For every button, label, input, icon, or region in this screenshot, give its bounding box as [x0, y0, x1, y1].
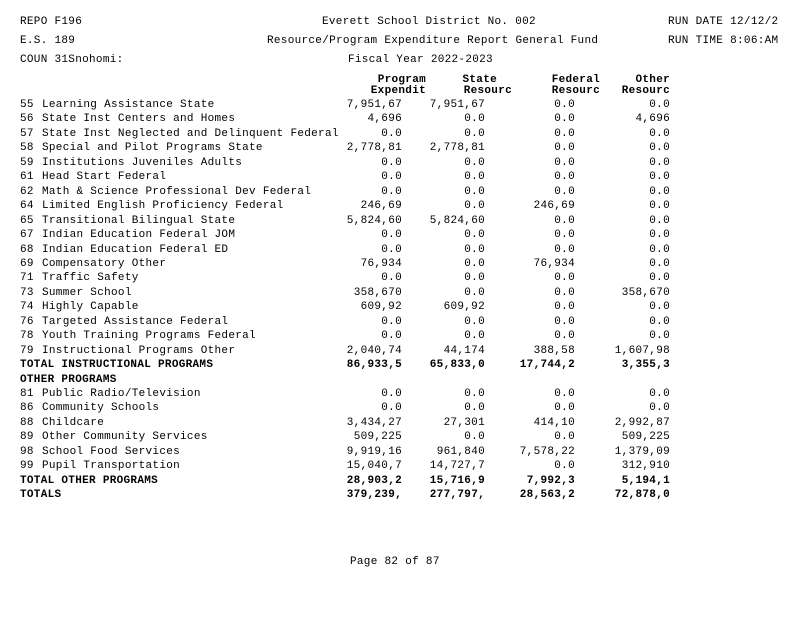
table-row: [0, 388, 800, 402]
row-label: TOTAL INSTRUCTIONAL PROGRAMS: [20, 359, 214, 372]
other-resource-cell: 0.0: [649, 272, 670, 285]
total-row: [0, 489, 800, 503]
state-resource-cell: 0.0: [464, 402, 485, 415]
table-row: [0, 258, 800, 272]
state-resource-cell: 0.0: [464, 286, 485, 299]
other-resource-cell: 0.0: [649, 257, 670, 270]
state-resource-cell: 0.0: [464, 315, 485, 328]
col-header-federal-2: Resourc: [551, 85, 600, 97]
state-resource-cell: 5,824,60: [429, 214, 485, 227]
program-expenditure-cell: 28,903,2: [346, 474, 402, 487]
table-row: [0, 99, 800, 113]
state-resource-cell: 0.0: [464, 243, 485, 256]
table-row: [0, 431, 800, 445]
other-resource-cell: 0.0: [649, 142, 670, 155]
row-label: Math & Science Professional Dev Federal: [42, 185, 312, 198]
program-expenditure-cell: 0.0: [381, 185, 402, 198]
other-resource-cell: 0.0: [649, 185, 670, 198]
row-label: OTHER PROGRAMS: [20, 373, 117, 386]
state-resource-cell: 0.0: [464, 185, 485, 198]
program-expenditure-cell: 9,919,16: [346, 445, 402, 458]
state-resource-cell: 0.0: [464, 257, 485, 270]
federal-resource-cell: 7,578,22: [519, 445, 575, 458]
program-expenditure-cell: 0.0: [381, 156, 402, 169]
table-row: [0, 113, 800, 127]
row-label: Institutions Juveniles Adults: [42, 156, 243, 169]
row-code: 98: [20, 445, 34, 458]
other-resource-cell: 358,670: [621, 286, 670, 299]
state-resource-cell: 609,92: [443, 301, 485, 314]
county-label: COUN 31Snohomi:: [20, 54, 124, 66]
row-label: Instructional Programs Other: [42, 344, 236, 357]
program-expenditure-cell: 0.0: [381, 272, 402, 285]
row-label: TOTALS: [20, 489, 62, 502]
other-resource-cell: 0.0: [649, 214, 670, 227]
federal-resource-cell: 0.0: [554, 113, 575, 126]
state-resource-cell: 0.0: [464, 200, 485, 213]
row-label: Head Start Federal: [42, 171, 167, 184]
federal-resource-cell: 76,934: [533, 257, 575, 270]
row-label: School Food Services: [42, 445, 181, 458]
row-code: 68: [20, 243, 34, 256]
row-label: Transitional Bilingual State: [42, 214, 236, 227]
federal-resource-cell: 0.0: [554, 431, 575, 444]
row-code: 86: [20, 402, 34, 415]
other-resource-cell: 0.0: [649, 330, 670, 343]
program-expenditure-cell: 0.0: [381, 330, 402, 343]
program-expenditure-cell: 0.0: [381, 171, 402, 184]
row-label: Targeted Assistance Federal: [42, 315, 229, 328]
state-resource-cell: 277,797,: [429, 489, 485, 502]
table-row: [0, 229, 800, 243]
state-resource-cell: 0.0: [464, 156, 485, 169]
row-code: 64: [20, 200, 34, 213]
federal-resource-cell: 0.0: [554, 99, 575, 111]
federal-resource-cell: 0.0: [554, 315, 575, 328]
federal-resource-cell: 0.0: [554, 185, 575, 198]
program-expenditure-cell: 2,778,81: [346, 142, 402, 155]
run-date: RUN DATE 12/12/2: [668, 16, 779, 28]
other-resource-cell: 0.0: [649, 200, 670, 213]
program-expenditure-cell: 609,92: [360, 301, 402, 314]
table-row: [0, 417, 800, 431]
other-resource-cell: 0.0: [649, 127, 670, 140]
federal-resource-cell: 28,563,2: [519, 489, 575, 502]
row-label: Highly Capable: [42, 301, 139, 314]
row-label: Summer School: [42, 286, 132, 299]
federal-resource-cell: 0.0: [554, 402, 575, 415]
row-label: Traffic Safety: [42, 272, 139, 285]
row-code: 74: [20, 301, 34, 314]
state-resource-cell: 0.0: [464, 388, 485, 400]
other-resource-cell: 0.0: [649, 315, 670, 328]
program-expenditure-cell: 15,040,7: [346, 460, 402, 473]
row-code: 81: [20, 388, 34, 400]
table-row: [0, 272, 800, 286]
program-expenditure-cell: 3,434,27: [346, 416, 402, 429]
other-resource-cell: 312,910: [621, 460, 670, 473]
row-code: 57: [20, 127, 34, 140]
table-row: [0, 128, 800, 142]
other-resource-cell: 3,355,3: [621, 359, 670, 372]
federal-resource-cell: 388,58: [533, 344, 575, 357]
program-expenditure-cell: 0.0: [381, 243, 402, 256]
row-code: 78: [20, 330, 34, 343]
program-expenditure-cell: 76,934: [360, 257, 402, 270]
row-label: State Inst Centers and Homes: [42, 113, 236, 126]
row-label: Youth Training Programs Federal: [42, 330, 256, 343]
total-row: [0, 374, 800, 388]
table-row: [0, 287, 800, 301]
row-code: 55: [20, 99, 34, 111]
table-row: [0, 244, 800, 258]
row-label: TOTAL OTHER PROGRAMS: [20, 474, 159, 487]
col-header-state-2: Resourc: [463, 85, 512, 97]
row-code: 62: [20, 185, 34, 198]
report-id: REPO F196: [20, 16, 83, 28]
program-expenditure-cell: 0.0: [381, 402, 402, 415]
program-expenditure-cell: 2,040,74: [346, 344, 402, 357]
col-header-federal-1: Federal: [551, 74, 600, 86]
federal-resource-cell: 0.0: [554, 243, 575, 256]
row-code: 79: [20, 344, 34, 357]
row-label: Limited English Proficiency Federal: [42, 200, 284, 213]
program-expenditure-cell: 0.0: [381, 315, 402, 328]
row-label: Indian Education Federal JOM: [42, 229, 236, 242]
table-row: [0, 446, 800, 460]
table-row: [0, 316, 800, 330]
row-label: Pupil Transportation: [42, 460, 181, 473]
federal-resource-cell: 0.0: [554, 272, 575, 285]
row-code: 88: [20, 416, 34, 429]
row-code: 71: [20, 272, 34, 285]
state-resource-cell: 0.0: [464, 171, 485, 184]
other-resource-cell: 0.0: [649, 99, 670, 111]
state-resource-cell: 14,727,7: [429, 460, 485, 473]
other-resource-cell: 509,225: [621, 431, 670, 444]
federal-resource-cell: 0.0: [554, 330, 575, 343]
other-resource-cell: 4,696: [635, 113, 670, 126]
table-row: [0, 186, 800, 200]
col-header-other-2: Resourc: [621, 85, 670, 97]
row-code: 56: [20, 113, 34, 126]
other-resource-cell: 5,194,1: [621, 474, 670, 487]
federal-resource-cell: 0.0: [554, 229, 575, 242]
col-header-state-1: State: [462, 74, 497, 86]
row-label: Public Radio/Television: [42, 388, 201, 400]
district-title: Everett School District No. 002: [322, 16, 536, 28]
state-resource-cell: 27,301: [443, 416, 485, 429]
table-row: [0, 142, 800, 156]
federal-resource-cell: 0.0: [554, 460, 575, 473]
table-row: [0, 215, 800, 229]
state-resource-cell: 0.0: [464, 272, 485, 285]
state-resource-cell: 961,840: [436, 445, 485, 458]
program-expenditure-cell: 379,239,: [346, 489, 402, 502]
state-resource-cell: 0.0: [464, 127, 485, 140]
other-resource-cell: 0.0: [649, 171, 670, 184]
program-expenditure-cell: 0.0: [381, 127, 402, 140]
federal-resource-cell: 0.0: [554, 286, 575, 299]
col-header-program-1: Program: [377, 74, 426, 86]
row-code: 58: [20, 142, 34, 155]
other-resource-cell: 0.0: [649, 229, 670, 242]
other-resource-cell: 1,379,09: [614, 445, 670, 458]
row-code: 76: [20, 315, 34, 328]
row-code: 99: [20, 460, 34, 473]
program-expenditure-cell: 86,933,5: [346, 359, 402, 372]
row-code: 61: [20, 171, 34, 184]
program-expenditure-cell: 509,225: [353, 431, 402, 444]
other-resource-cell: 0.0: [649, 402, 670, 415]
federal-resource-cell: 7,992,3: [526, 474, 575, 487]
table-row: [0, 330, 800, 344]
program-expenditure-cell: 0.0: [381, 229, 402, 242]
state-resource-cell: 44,174: [443, 344, 485, 357]
row-code: 67: [20, 229, 34, 242]
table-row: [0, 301, 800, 315]
row-code: 65: [20, 214, 34, 227]
federal-resource-cell: 246,69: [533, 200, 575, 213]
program-expenditure-cell: 246,69: [360, 200, 402, 213]
table-row: [0, 402, 800, 416]
row-code: 73: [20, 286, 34, 299]
row-label: State Inst Neglected and Delinquent Federal: [42, 127, 339, 140]
federal-resource-cell: 0.0: [554, 142, 575, 155]
other-resource-cell: 0.0: [649, 156, 670, 169]
other-resource-cell: 72,878,0: [614, 489, 670, 502]
col-header-program-2: Expendit: [370, 85, 426, 97]
col-header-other-1: Other: [635, 74, 670, 86]
row-label: Special and Pilot Programs State: [42, 142, 263, 155]
row-code: 89: [20, 431, 34, 444]
program-expenditure-cell: 358,670: [353, 286, 402, 299]
row-label: Other Community Services: [42, 431, 208, 444]
page-number: Page 82 of 87: [350, 556, 440, 568]
table-row: [0, 460, 800, 474]
total-row: [0, 475, 800, 489]
federal-resource-cell: 0.0: [554, 171, 575, 184]
other-resource-cell: 0.0: [649, 301, 670, 314]
other-resource-cell: 2,992,87: [614, 416, 670, 429]
state-resource-cell: 0.0: [464, 431, 485, 444]
federal-resource-cell: 0.0: [554, 388, 575, 400]
program-expenditure-cell: 7,951,67: [346, 99, 402, 111]
state-resource-cell: 7,951,67: [429, 99, 485, 111]
state-resource-cell: 0.0: [464, 229, 485, 242]
report-title: Resource/Program Expenditure Report General Fund: [267, 35, 599, 47]
state-resource-cell: 65,833,0: [429, 359, 485, 372]
program-expenditure-cell: 4,696: [367, 113, 402, 126]
other-resource-cell: 0.0: [649, 243, 670, 256]
program-expenditure-cell: 0.0: [381, 388, 402, 400]
state-resource-cell: 0.0: [464, 330, 485, 343]
row-label: Childcare: [42, 416, 105, 429]
table-row: [0, 345, 800, 359]
federal-resource-cell: 0.0: [554, 156, 575, 169]
es-number: E.S. 189: [20, 35, 76, 47]
federal-resource-cell: 17,744,2: [519, 359, 575, 372]
row-code: 69: [20, 257, 34, 270]
row-label: Compensatory Other: [42, 257, 167, 270]
row-label: Community Schools: [42, 402, 160, 415]
table-row: [0, 200, 800, 214]
row-label: Indian Education Federal ED: [42, 243, 229, 256]
federal-resource-cell: 0.0: [554, 301, 575, 314]
row-code: 59: [20, 156, 34, 169]
table-row: [0, 157, 800, 171]
state-resource-cell: 2,778,81: [429, 142, 485, 155]
other-resource-cell: 1,607,98: [614, 344, 670, 357]
run-time: RUN TIME 8:06:AM: [668, 35, 779, 47]
federal-resource-cell: 0.0: [554, 127, 575, 140]
total-row: [0, 359, 800, 373]
other-resource-cell: 0.0: [649, 388, 670, 400]
table-row: [0, 171, 800, 185]
state-resource-cell: 15,716,9: [429, 474, 485, 487]
fiscal-year: Fiscal Year 2022-2023: [348, 54, 493, 66]
state-resource-cell: 0.0: [464, 113, 485, 126]
federal-resource-cell: 414,10: [533, 416, 575, 429]
row-label: Learning Assistance State: [42, 99, 215, 111]
program-expenditure-cell: 5,824,60: [346, 214, 402, 227]
federal-resource-cell: 0.0: [554, 214, 575, 227]
